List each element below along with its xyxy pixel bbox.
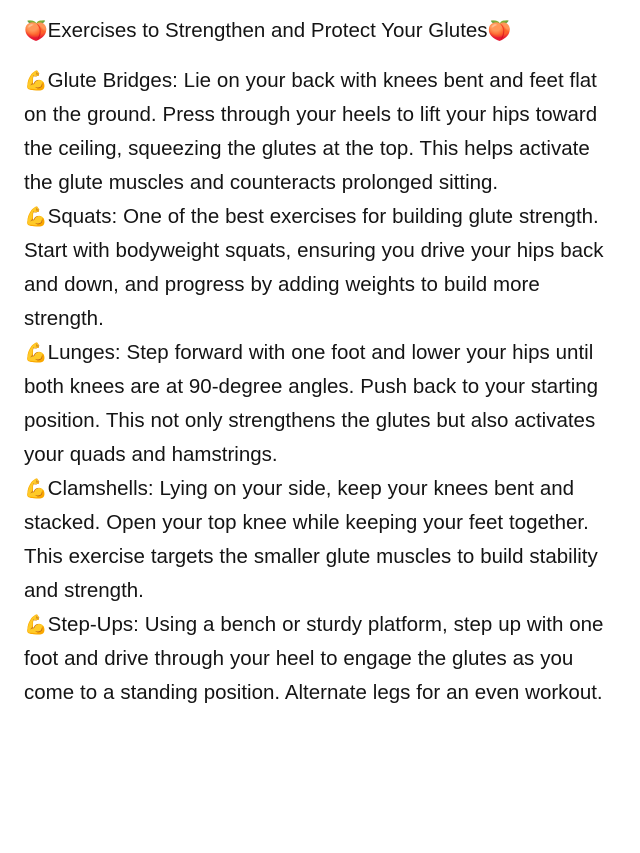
list-item <box>24 472 616 608</box>
list-item <box>24 336 616 472</box>
list-item-term: Clamshells: <box>47 477 154 500</box>
list-item-body: Step forward with one foot and lower your hips until both knees are at 90-degree angles. Push back to your starting position. This not only strengthens the glutes but also activates your quads and hamstrings. <box>24 341 599 466</box>
list-item <box>24 64 616 200</box>
flexed-biceps-icon: 💪 <box>24 70 48 92</box>
list-item-body: Lie on your back with knees bent and feet flat on the ground. Press through your heels to lift your hips toward the ceiling, squeezing the glutes at the top. This helps activate the glute muscles and counteracts prolonged sitting. <box>24 69 598 194</box>
flexed-biceps-icon: 💪 <box>24 614 48 636</box>
list-item-body: Using a bench or sturdy platform, step up with one foot and drive through your heel to engage the glutes as you come to a standing position. Alternate legs for an even workout. <box>24 613 604 704</box>
page-title <box>24 14 616 48</box>
flexed-biceps-icon: 💪 <box>24 206 48 228</box>
list-item-term: Glute Bridges: <box>47 69 178 92</box>
list-item <box>24 200 616 336</box>
list-item-term: Lunges: <box>47 341 121 364</box>
list-item-body: Lying on your side, keep your knees bent and stacked. Open your top knee while keeping your feet together. This exercise targets the smaller glute muscles to build stability and strength. <box>24 477 598 602</box>
list-item <box>24 608 616 710</box>
page-title-text: Exercises to Strengthen and Protect Your Glutes <box>47 19 488 42</box>
list-item-term: Step-Ups: <box>47 613 139 636</box>
list-item-term: Squats: <box>47 205 118 228</box>
list-item-body: One of the best exercises for building glute strength. Start with bodyweight squats, ensuring you drive your hips back and down, and progress by adding weights to build more strength. <box>24 205 604 330</box>
peach-icon: 🍑 <box>24 20 48 42</box>
peach-icon: 🍑 <box>487 20 512 42</box>
flexed-biceps-icon: 💪 <box>24 478 48 500</box>
flexed-biceps-icon: 💪 <box>24 342 48 364</box>
